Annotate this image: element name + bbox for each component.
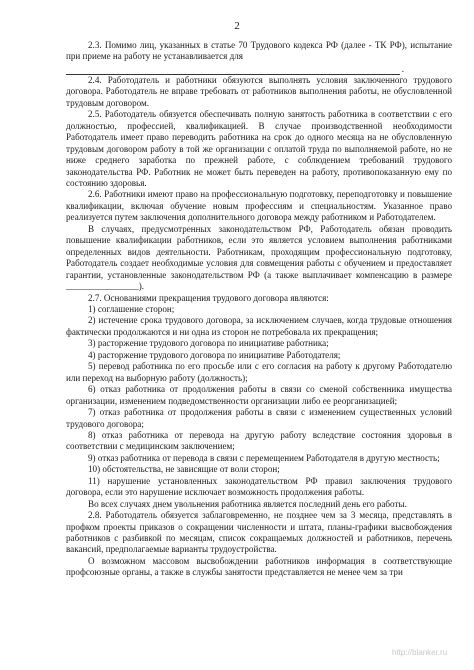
list-item-1: 1) соглашение сторон; [88, 303, 175, 314]
paragraph-2-3: 2.3. Помимо лиц, указанных в статье 70 Трудового кодекса РФ (далее - ТК РФ), испытание при приеме на работу не устанавливается для [66, 40, 452, 62]
paragraph-qualification: В случаях, предусмотренных законодательством РФ, Работодатель обязан проводить повышение квалификации работников, если это является условием выполнения работниками определенных видов деятельности. Работникам, проходящим профессиональную подготовку, Работодатель создает необходимые условия для совмещения работы с обучением и предоставляет гарантии, установленные законодательством РФ (а также выплачивает компенсацию в размере ________________). [66, 223, 452, 292]
blank-line-period: . [401, 63, 404, 74]
list-item-4: 4) расторжение трудового договора по инициативе Работодателя; [88, 349, 341, 360]
page-number: 2 [234, 20, 240, 32]
paragraph-2-7: 2.7. Основаниями прекращения трудового договора являются: [88, 292, 329, 303]
list-item-11: 11) нарушение установленных законодательством РФ правил заключения трудового договора, если это нарушение исключает возможность продолжения работы. [66, 475, 452, 498]
paragraph-dismissal-day: Во всех случаях днем увольнения работника является последний день его работы. [88, 498, 407, 509]
list-item-2: 2) истечение срока трудового договора, за исключением случаев, когда трудовые отношения фактически продолжаются и ни одна из сторон не потребовала их прекращения; [66, 315, 452, 337]
list-item-10: 10) обстоятельства, не зависящие от воли сторон; [88, 464, 280, 475]
document-body [66, 40, 452, 579]
paragraph-2-6: 2.6. Работники имеют право на профессиональную подготовку, переподготовку и повышение квалификации, включая обучение новым профессиям и специальностям. Указанное право реализуется путем заключения дополнительного договора между работником и Работодателем. [66, 189, 452, 223]
list-item-5: 5) перевод работника по его просьбе или с его согласия на работу к другому Работодателю или переход на выборную работу (должность); [66, 361, 452, 383]
list-item-9: 9) отказ работника от перевода в связи с перемещением Работодателя в другую местность; [88, 452, 440, 463]
watermark-text: http://blanker.ru [392, 648, 448, 657]
list-item-3: 3) расторжение трудового договора по инициативе работника; [88, 338, 329, 349]
paragraph-2-8: 2.8. Работодатель обязуется заблаговременно, не позднее чем за 3 месяца, представлять в профком проекты приказов о сокращении численности и штата, планы-графики высвобождения работников с разбивкой по месяцам, список сокращаемых должностей и работников, перечень вакансий, предполагаемые варианты трудоустройства. [66, 510, 452, 555]
paragraph-mass-release: О возможном массовом высвобождении работников информация в соответствующие профсоюзные органы, а также в службы занятости представляется не менее чем за три [66, 555, 452, 578]
paragraph-2-5: 2.5. Работодатель обязуется обеспечивать полную занятость работника в соответствии с его должностью, профессией, квалификацией. В случае производственной необходимости Работодатель имеет право переводить работника на срок до одного месяца на не обусловленную трудовым договором работу в той же организации с оплатой труда по выполняемой работе, но не ниже среднего заработка по прежней работе, с соблюдением требований трудового законодательства РФ. Работник не может быть переведен на работу, противопоказанную ему по состоянию здоровья. [66, 109, 452, 188]
fill-in-blank-line [66, 63, 404, 75]
list-item-7: 7) отказ работника от продолжения работы в связи с изменением существенных условий трудового договора; [66, 407, 452, 429]
list-item-8: 8) отказ работника от перевода на другую работу вследствие состояния здоровья в соответствии с медицинским заключением; [66, 429, 452, 452]
paragraph-2-4: 2.4. Работодатель и работники обязуются выполнять условия заключенного трудового договора. Работодатель не вправе требовать от работников выполнения работы, не обусловленной трудовым договором. [66, 74, 452, 108]
list-item-6: 6) отказ работника от продолжения работы в связи со сменой собственника имущества организации, изменением подведомственности организации либо ее реорганизацией; [66, 384, 452, 406]
